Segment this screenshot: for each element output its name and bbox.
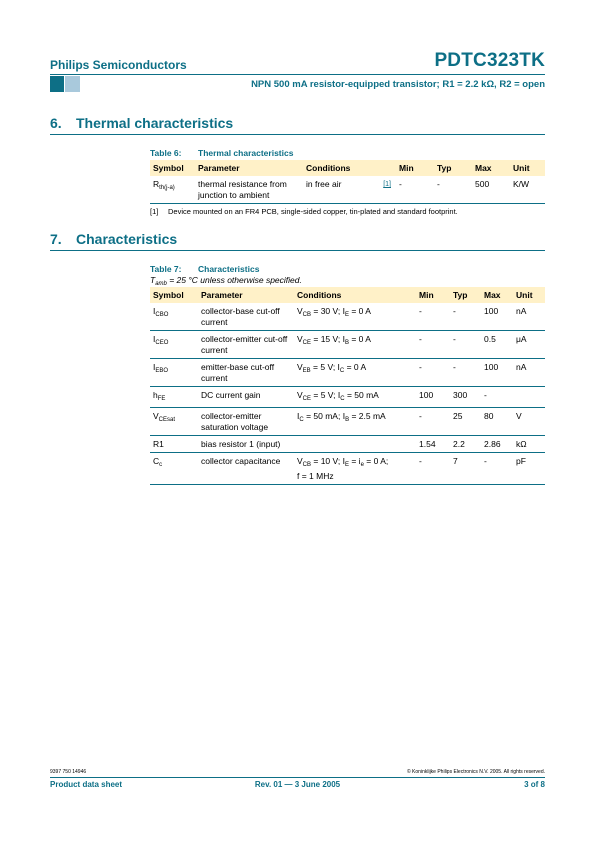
conditions-cell: $V_{CE} = 5$ V; $I_C = 50$ mA bbox=[294, 387, 416, 408]
table-7-conditions-note: $T_{amb} = 25$ °C unless otherwise specified. bbox=[150, 275, 302, 287]
min-cell: 1.54 bbox=[416, 436, 450, 453]
table-label: Table 7: bbox=[150, 264, 182, 274]
column-header-conditions: Conditions bbox=[303, 160, 396, 176]
footer-rule bbox=[50, 777, 545, 778]
table-header-row bbox=[150, 287, 545, 303]
table-label: Table 6: bbox=[150, 148, 182, 158]
typ-cell: 2.2 bbox=[450, 436, 481, 453]
thermal-table bbox=[150, 160, 545, 204]
max-cell: 0.5 bbox=[481, 331, 513, 359]
column-header-max: Max bbox=[481, 287, 513, 303]
section-number: 6. bbox=[50, 115, 62, 131]
conditions-cell: $V_{EB} = 5$ V; $I_C = 0$ A bbox=[294, 359, 416, 387]
min-cell: - bbox=[416, 408, 450, 436]
column-header-typ: Typ bbox=[434, 160, 472, 176]
column-header-min: Min bbox=[416, 287, 450, 303]
header-subtitle: NPN 500 mA resistor-equipped transistor; R1 = 2.2 kΩ, R2 = open bbox=[251, 79, 545, 90]
symbol-cell: $I_{CBO}$ bbox=[150, 303, 198, 331]
parameter-cell: thermal resistance from junction to ambient bbox=[195, 176, 303, 204]
footer-doc-type: Product data sheet bbox=[50, 780, 123, 789]
typ-cell: 300 bbox=[450, 387, 481, 408]
unit-cell: μA bbox=[513, 331, 545, 359]
column-header-unit: Unit bbox=[510, 160, 545, 176]
parameter-cell: collector-emitter saturation voltage bbox=[198, 408, 294, 436]
characteristics-table bbox=[150, 287, 545, 485]
column-header-typ: Typ bbox=[450, 287, 481, 303]
header-block-light bbox=[65, 76, 80, 92]
header-block-dark bbox=[50, 76, 64, 92]
header-rule bbox=[50, 74, 545, 75]
table-header-row bbox=[150, 160, 545, 176]
typ-cell: 7 bbox=[450, 453, 481, 485]
conditions-cell: $I_C = 50$ mA; $I_B = 2.5$ mA bbox=[294, 408, 416, 436]
symbol-cell: R1 bbox=[150, 436, 198, 453]
table-7-caption bbox=[150, 264, 259, 274]
conditions-cell: in free air [1] bbox=[303, 176, 396, 204]
symbol-cell: $V_{CEsat}$ bbox=[150, 408, 198, 436]
column-header-min: Min bbox=[396, 160, 434, 176]
section-number: 7. bbox=[50, 231, 62, 247]
typ-cell: - bbox=[434, 176, 472, 204]
max-cell: 2.86 bbox=[481, 436, 513, 453]
copyright: © Koninklijke Philips Electronics N.V. 2005. All rights reserved. bbox=[406, 769, 545, 775]
unit-cell: kΩ bbox=[513, 436, 545, 453]
section-6-rule bbox=[50, 134, 545, 135]
typ-cell: - bbox=[450, 331, 481, 359]
max-cell: 80 bbox=[481, 408, 513, 436]
symbol-cell: $C_c$ bbox=[150, 453, 198, 485]
table-row bbox=[150, 387, 545, 408]
symbol-cell: $R_{th(j-a)}$ bbox=[150, 176, 195, 204]
parameter-cell: emitter-base cut-off current bbox=[198, 359, 294, 387]
max-cell: 100 bbox=[481, 359, 513, 387]
column-header-symbol: Symbol bbox=[150, 160, 195, 176]
table-row bbox=[150, 436, 545, 453]
unit-cell: V bbox=[513, 408, 545, 436]
document-id: 9397 750 14946 bbox=[50, 769, 87, 775]
min-cell: - bbox=[416, 453, 450, 485]
table-row bbox=[150, 331, 545, 359]
symbol-cell: $I_{EBO}$ bbox=[150, 359, 198, 387]
table-title: Thermal characteristics bbox=[198, 148, 294, 158]
parameter-cell: collector-base cut-off current bbox=[198, 303, 294, 331]
table-6-caption bbox=[150, 148, 293, 158]
unit-cell: nA bbox=[513, 303, 545, 331]
section-title: Thermal characteristics bbox=[76, 115, 234, 131]
min-cell: - bbox=[416, 359, 450, 387]
table-title: Characteristics bbox=[198, 264, 260, 274]
product-title: PDTC323TK bbox=[434, 50, 545, 71]
column-header-parameter: Parameter bbox=[198, 287, 294, 303]
column-header-parameter: Parameter bbox=[195, 160, 303, 176]
table-row bbox=[150, 359, 545, 387]
min-cell: - bbox=[416, 303, 450, 331]
footer-page-number: 3 of 8 bbox=[524, 780, 545, 789]
footer-revision: Rev. 01 — 3 June 2005 bbox=[254, 780, 341, 789]
max-cell: - bbox=[481, 453, 513, 485]
table-row bbox=[150, 176, 545, 204]
parameter-cell: collector-emitter cut-off current bbox=[198, 331, 294, 359]
typ-cell: 25 bbox=[450, 408, 481, 436]
section-title: Characteristics bbox=[76, 231, 178, 247]
section-7-rule bbox=[50, 250, 545, 251]
symbol-cell: $I_{CEO}$ bbox=[150, 331, 198, 359]
section-6-heading bbox=[50, 115, 233, 131]
footnote-link[interactable]: [1] bbox=[383, 181, 391, 188]
column-header-max: Max bbox=[472, 160, 510, 176]
unit-cell bbox=[513, 387, 545, 408]
conditions-cell: $V_{CE} = 15$ V; $I_B = 0$ A bbox=[294, 331, 416, 359]
column-header-unit: Unit bbox=[513, 287, 545, 303]
conditions-cell: $V_{CB} = 10$ V; $I_E = i_e = 0$ A; f = 1 MHz bbox=[294, 453, 416, 485]
typ-cell: - bbox=[450, 359, 481, 387]
column-header-conditions: Conditions bbox=[294, 287, 416, 303]
max-cell: 100 bbox=[481, 303, 513, 331]
parameter-cell: collector capacitance bbox=[198, 453, 294, 485]
parameter-cell: bias resistor 1 (input) bbox=[198, 436, 294, 453]
parameter-cell: DC current gain bbox=[198, 387, 294, 408]
conditions-cell: $V_{CB} = 30$ V; $I_E = 0$ A bbox=[294, 303, 416, 331]
symbol-cell: $h_{FE}$ bbox=[150, 387, 198, 408]
column-header-symbol: Symbol bbox=[150, 287, 198, 303]
section-7-heading bbox=[50, 231, 177, 247]
table-row bbox=[150, 453, 545, 485]
min-cell: - bbox=[396, 176, 434, 204]
typ-cell: - bbox=[450, 303, 481, 331]
unit-cell: nA bbox=[513, 359, 545, 387]
table-footnote: [1] Device mounted on an FR4 PCB, single-sided copper, tin-plated and standard footprint. bbox=[150, 207, 458, 216]
max-cell: - bbox=[481, 387, 513, 408]
min-cell: - bbox=[416, 331, 450, 359]
min-cell: 100 bbox=[416, 387, 450, 408]
company-name: Philips Semiconductors bbox=[50, 58, 187, 72]
max-cell: 500 bbox=[472, 176, 510, 204]
conditions-cell bbox=[294, 436, 416, 453]
unit-cell: pF bbox=[513, 453, 545, 485]
table-row bbox=[150, 408, 545, 436]
table-row bbox=[150, 303, 545, 331]
unit-cell: K/W bbox=[510, 176, 545, 204]
